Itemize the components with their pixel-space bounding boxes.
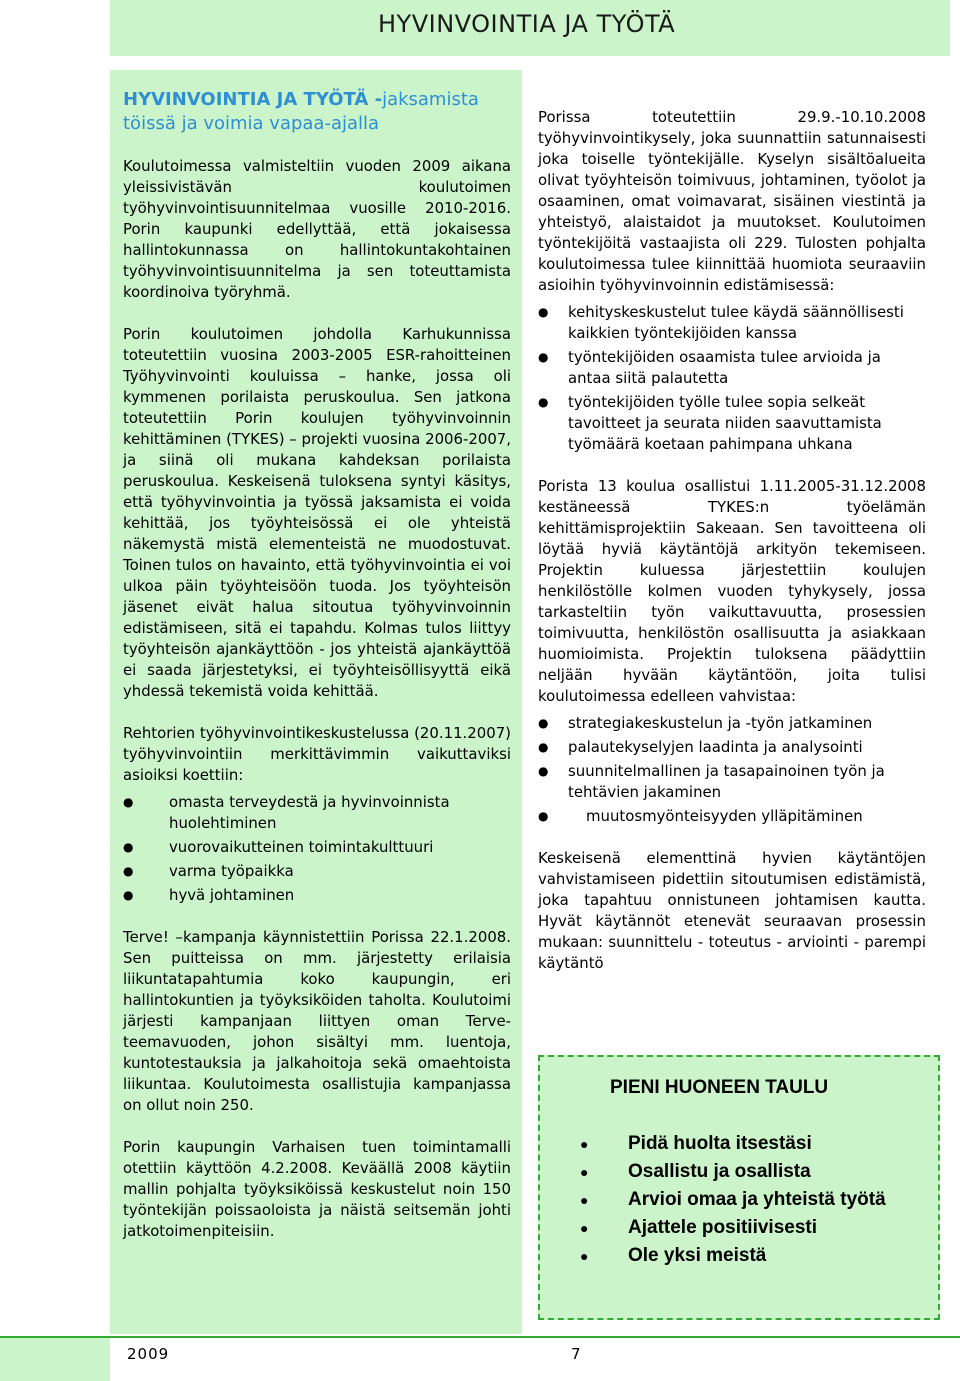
- page-number: 7: [571, 1345, 581, 1363]
- rules-box-list: [580, 1130, 910, 1270]
- list-item: ● strategiakeskustelun ja -työn jatkaminen: [538, 713, 926, 734]
- list-item: ● Osallistu ja osallista: [580, 1158, 910, 1186]
- list-item: ● Ole yksi meistä: [580, 1242, 910, 1270]
- list-item: ● Pidä huolta itsestäsi: [580, 1130, 910, 1158]
- left-bullet-list: [123, 792, 511, 906]
- right-paragraph-3: Keskeisenä elementtinä hyvien käytäntöjen vahvistamiseen pidettiin sitoutumisen edistämistä, joka tapahtuu onnistuneen johtamisen kautta. Hyvät käytännöt etenevät seuraavan prosessin mukaan: suunnittelu - toteutus - arviointi - parempi käytäntö: [538, 849, 926, 972]
- list-item: ● Arvioi omaa ja yhteistä työtä: [580, 1186, 910, 1214]
- left-paragraph-4: Terve! –kampanja käynnistettiin Porissa 22.1.2008. Sen puitteissa on mm. järjestetty erilaisia liikuntatapahtumia koko kaupungin, eri hallintokuntien ja työyksiköiden taholta. Koulutoimi järjesti kampanjaan liittyen oman Terve-teemavuoden, johon sisältyi mm. luentoja, kuntotestauksia ja jalkahoitoja sekä omaehtoista liikuntaa. Koulutoimesta osallistujia kampanjassa on ollut noin 250.: [123, 928, 511, 1114]
- left-paragraph-5: Porin kaupungin Varhaisen tuen toimintamalli otettiin käyttöön 4.2.2008. Keväällä 2008 käytiin mallin pohjalta työyksiköissä keskustelut noin 150 työntekijän poissaoloista ja näistä seitsemän johti jatkotoimenpiteisiin.: [123, 1138, 511, 1240]
- footer-divider: [0, 1336, 960, 1338]
- list-item: ● hyvä johtaminen: [123, 885, 511, 906]
- list-item: ● työntekijöiden työlle tulee sopia selkeät tavoitteet ja seurata niiden saavuttamista työmäärä koetaan pahimpana uhkana: [538, 392, 926, 455]
- right-bullet-list-2: [538, 713, 926, 827]
- list-item: ● muutosmyönteisyyden ylläpitäminen: [538, 806, 926, 827]
- list-item: ● varma työpaikka: [123, 861, 511, 882]
- left-paragraph-3: Rehtorien työhyvinvointikeskustelussa (20.11.2007) työhyvinvointiin merkittävimmin vaikuttaviksi asioiksi koettiin:: [123, 724, 511, 784]
- right-bullet-list-1: [538, 302, 926, 455]
- list-item: ● palautekyselyjen laadinta ja analysointi: [538, 737, 926, 758]
- right-paragraph-2: Porista 13 koulua osallistui 1.11.2005-31.12.2008 kestäneessä TYKES:n työelämän kehittämisprojektiin Sakeaan. Sen tavoitteena oli löytää hyviä käytäntöjä arkityön tekemiseen. Projektin kuluessa järjestettiin koulujen henkilöstölle kolmen vuoden tyhykysely, jossa tarkasteltiin työn vaikuttavuutta, prosessien toimivuutta, henkilöstön osallisuutta ja asiakkaan huomioimista. Projektin tuloksena päädyttiin neljään hyvään käytäntöön, joita tulisi koulutoimessa edelleen vahvistaa:: [538, 477, 926, 705]
- footer-year: 2009: [127, 1345, 170, 1363]
- list-item: ● Ajattele positiivisesti: [580, 1214, 910, 1242]
- right-paragraph-1: Porissa toteutettiin 29.9.-10.10.2008 työhyvinvointikysely, joka suunnattiin satunnaisesti joka toiselle työntekijälle. Kyselyn sisältöalueita olivat työyhteisön toimivuus, johtaminen, työolot ja osaaminen, omat voimavarat, sisäinen viestintä ja yhteistyö, alaistaidot ja muutokset. Koulutoimen työntekijöitä vastaajista oli 229. Tulosten pohjalta koulutoimessa tulee kiinnittää huomiota seuraaviin asioihin työhyvinvoinnin edistämisessä:: [538, 108, 926, 294]
- footer-box: [0, 1338, 110, 1381]
- left-paragraph-2: Porin koulutoimen johdolla Karhukunnissa toteutettiin vuosina 2003-2005 ESR-rahoitteinen Työhyvinvointi kouluissa – hanke, jossa oli kymmenen porilaista peruskoulua. Sen jatkona toteutettiin Porin koulujen työhyvinvoinnin kehittäminen (TYKES) – projekti vuosina 2006-2007, ja siinä oli mukana kahdeksan porilaista peruskoulua. Keskeisenä tuloksena syntyi käsitys, että työhyvinvointia ja työssä jaksamista ei voida kehittää, jos työyhteisössä ei ole yhteistä näkemystä mistä elementeistä ne muodostuvat. Toinen tulos on havainto, että työhyvinvointia ei voi ulkoa päin työyhteisöön tuoda. Jos työyhteisön jäsenet eivät halua sitoutua työhyvinvoinnin edistämiseen, sitä ei tapahdu. Kolmas tulos liittyy työyhteisön ajankäyttöön - jos yhteistä ajankäyttöä ei saada järjestetyksi, ei työyhteisöllisyyttä eikä yhdessä tekemistä voida kehittää.: [123, 325, 511, 700]
- list-item: ● vuorovaikutteinen toimintakulttuuri: [123, 837, 511, 858]
- list-item: ● omasta terveydestä ja hyvinvoinnista huolehtiminen: [123, 792, 511, 834]
- right-column: [538, 107, 926, 974]
- list-item: ● kehityskeskustelut tulee käydä säännöllisesti kaikkien työntekijöiden kanssa: [538, 302, 926, 344]
- article-title: HYVINVOINTIA JA TYÖTÄ -jaksamista töissä ja voimia vapaa-ajalla: [123, 89, 479, 134]
- left-paragraph-1: Koulutoimessa valmisteltiin vuoden 2009 aikana yleissivistävän koulutoimen työhyvinvointisuunnitelmaa vuosille 2010-2016. Porin kaupunki edellyttää, että jokaisessa hallintokunnassa on hallintokuntakohtainen työhyvinvointisuunnitelma ja sen toteuttamista koordinoiva työryhmä.: [123, 157, 511, 301]
- list-item: ● työntekijöiden osaamista tulee arvioida ja antaa siitä palautetta: [538, 347, 926, 389]
- list-item: ● suunnitelmallinen ja tasapainoinen työn ja tehtävien jakaminen: [538, 761, 926, 803]
- left-column: [123, 88, 511, 1242]
- page-header-title: HYVINVOINTIA JA TYÖTÄ: [378, 10, 676, 38]
- rules-box-title: PIENI HUONEEN TAULU: [610, 1077, 829, 1098]
